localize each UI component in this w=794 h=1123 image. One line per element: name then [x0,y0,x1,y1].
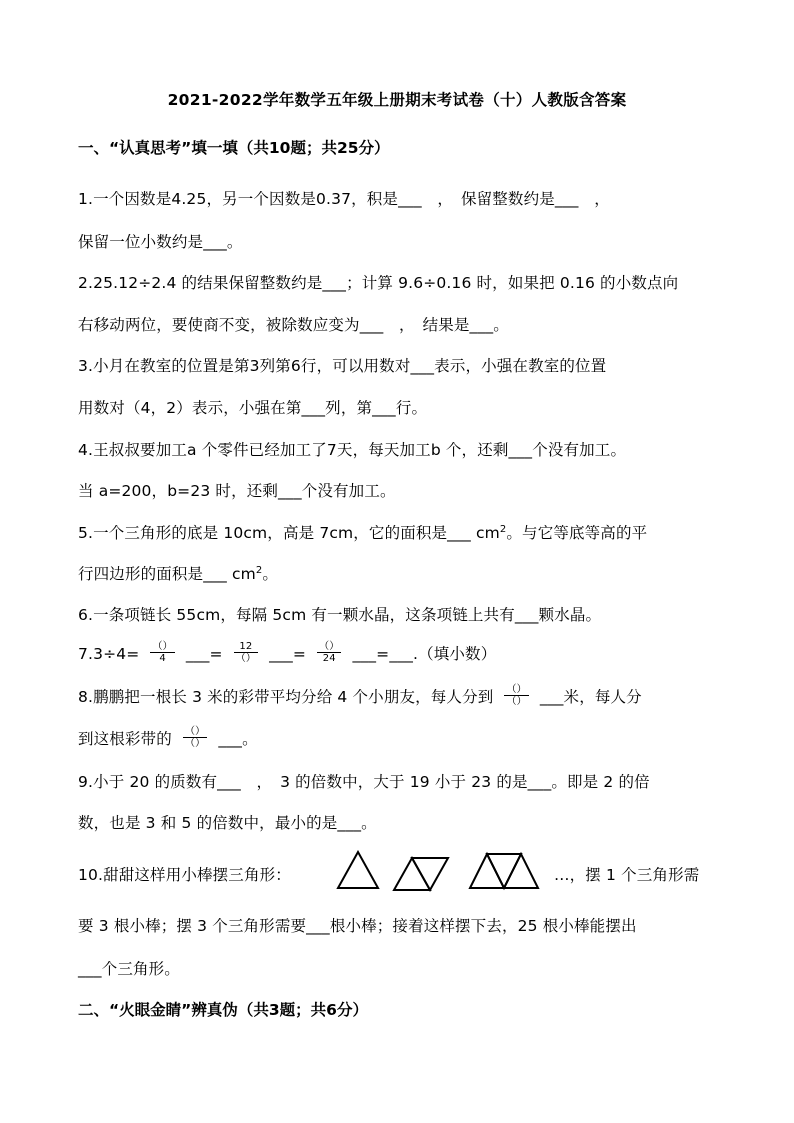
fraction-1-numerator: （） [152,641,173,652]
section-heading-2: 二、“火眼金睛”辨真伪（共3题；共6分） [78,1001,368,1019]
fraction-5 [183,726,207,749]
question-7-line-1 [78,642,718,666]
question-9-line-2: 数，也是 3 和 5 的倍数中，最小的是___。 [78,814,377,832]
triangle-3-icon [470,854,504,888]
fraction-3-denominator: 24 [322,653,336,664]
fraction-3 [317,641,341,664]
question-7-suffix: ___=___.（填小数） [352,645,497,663]
question-6-line-1: 6.一条项链长 55cm，每隔 5cm 有一颗水晶，这条项链上共有___颗水晶。 [78,606,602,624]
question-3-line-1: 3.小月在教室的位置是第3列第6行，可以用数对___表示，小强在教室的位置 [78,357,607,375]
page-title: 2021-2022学年数学五年级上册期末考试卷（十）人教版含答案 [167,91,627,109]
triangle-2b-icon [412,858,448,890]
fraction-1 [150,641,174,664]
fraction-5-numerator: （） [184,726,206,737]
fraction-2-numerator: 12 [234,641,258,653]
question-5-text-d: 。 [262,565,279,583]
question-2-line-2: 右移动两位，要使商不变，被除数应变为___ ， 结果是___。 [78,316,509,334]
fraction-1-denominator: 4 [159,653,166,664]
question-10-text-b: …，摆 1 个三角形需 [554,866,700,884]
triangle-3c-icon [504,854,538,888]
question-1-line-1: 1.一个因数是4.25，另一个因数是0.37，积是___ ， 保留整数约是___ ， [78,190,610,208]
question-8-text-c: 到这根彩带的 [78,730,172,748]
triangle-3b-icon [487,854,521,888]
superscript-2: 2 [499,523,507,535]
question-5-line-1 [78,521,718,543]
question-4-line-1: 4.王叔叔要加工a 个零件已经加工了7天，每天加工b 个，还剩___个没有加工。 [78,441,627,459]
question-10-line-3: ___个三角形。 [78,960,180,978]
fraction-5-denominator: （） [184,738,206,749]
question-5-text-a: 5.一个三角形的底是 10cm，高是 7cm，它的面积是___ cm [78,524,500,542]
question-7-mid-2: ___= [269,645,307,663]
triangle-2-icon [394,858,430,890]
superscript-2: 2 [255,564,263,576]
fraction-4-denominator: （） [506,696,527,707]
triangle-1-icon [338,852,378,888]
question-3-line-2: 用数对（4，2）表示，小强在第___列，第___行。 [78,399,428,417]
question-2-line-1: 2.25.12÷2.4 的结果保留整数约是___；计算 9.6÷0.16 时，如果把 0.16 的小数点向 [78,274,679,292]
question-8-text-b: ___米，每人分 [539,688,642,706]
question-5-line-2 [78,562,718,584]
question-1-line-2: 保留一位小数约是___。 [78,233,243,251]
fraction-4 [504,684,528,707]
fraction-3-numerator: （） [319,641,340,652]
question-10-text-a: 10.甜甜这样用小棒摆三角形： [78,866,291,884]
triangle-sticks-figure [334,850,556,896]
question-5-text-c: 行四边形的面积是___ cm [78,565,256,583]
question-8-line-1 [78,685,718,709]
question-8-text-a: 8.鹏鹏把一根长 3 米的彩带平均分给 4 个小朋友，每人分到 [78,688,494,706]
question-4-line-2: 当 a=200，b=23 时，还剩___个没有加工。 [78,482,396,500]
question-7-mid-1: ___= [185,645,223,663]
question-7-prefix: 7.3÷4= [78,645,140,663]
question-10-line-2: 要 3 根小棒；摆 3 个三角形需要___根小棒；接着这样摆下去，25 根小棒能摆出 [78,917,637,935]
fraction-4-numerator: （） [506,684,527,695]
question-8-line-2 [78,727,718,751]
fraction-2-denominator: （） [235,653,257,664]
question-5-text-b: 。与它等底等高的平 [506,524,648,542]
question-8-text-d: ___。 [218,730,258,748]
section-heading-1: 一、“认真思考”填一填（共10题；共25分） [78,139,390,157]
question-9-line-1: 9.小于 20 的质数有___ ， 3 的倍数中，大于 19 小于 23 的是___。即是 2 的倍 [78,773,650,791]
fraction-2 [234,641,258,664]
